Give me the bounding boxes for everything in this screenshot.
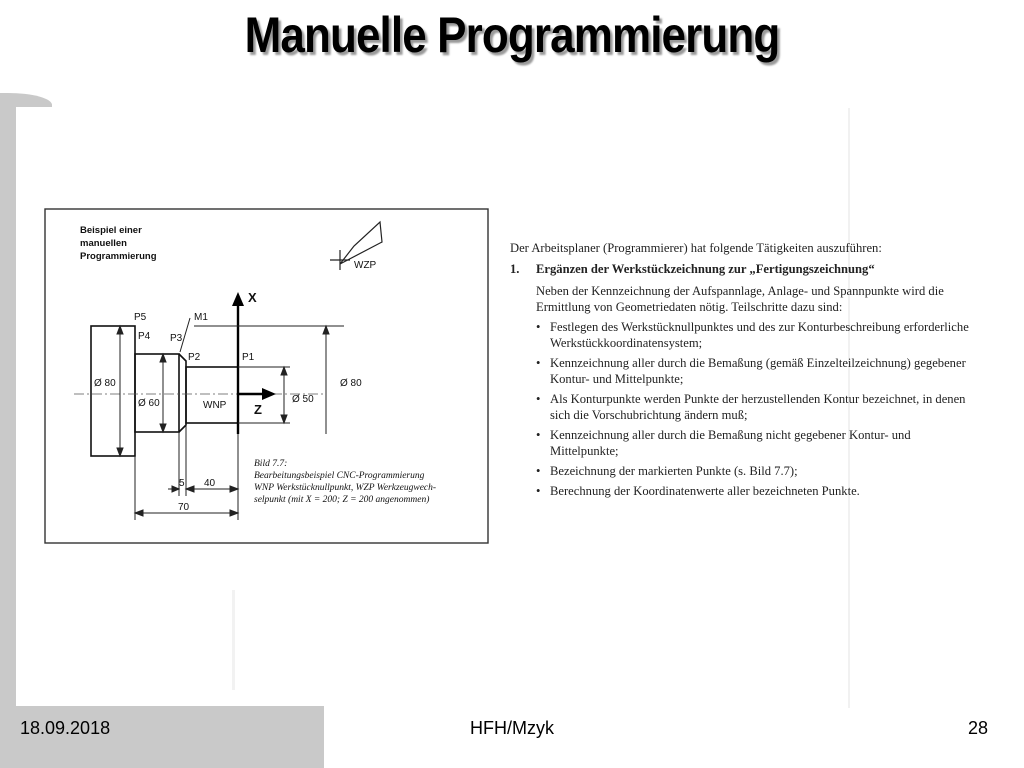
list-item: • Als Konturpunkte werden Punkte der herzustellenden Kontur bezeichnet, in denen sich die Vorschubrichtung ändern muß; [536,391,970,423]
workpiece-outline [91,326,238,456]
figure-heading-line: Programmierung [80,251,157,262]
footer-page-number: 28 [967,718,988,738]
figure-caption-line: Bearbeitungsbeispiel CNC-Programmierung [254,471,425,481]
dim-d60 [160,354,166,432]
section-body: Neben der Kennzeichnung der Aufspannlage, Anlage- und Spannpunkte wird die Ermittlung von Geometriedaten nötig. Teilschritte dazu sind: [536,284,944,314]
point-p1-label: P1 [242,352,255,363]
x-axis-arrow [232,292,244,306]
figure-heading-line: Beispiel einer [80,225,142,236]
technical-drawing [44,208,490,546]
dim-40-label: 40 [204,478,216,489]
intro-text: Der Arbeitsplaner (Programmierer) hat folgende Tätigkeiten auszuführen: [510,241,882,255]
figure-heading [80,224,157,263]
dim-70-label: 70 [178,502,190,513]
task-description [510,240,970,499]
point-p5-label: P5 [134,312,147,323]
wnp-label: WNP [203,400,227,411]
footer-date: 18.09.2018 [20,718,111,738]
slide-decoration-left-bar [0,94,16,706]
point-p3-label: P3 [170,333,183,344]
z-axis-arrow [262,388,276,400]
wzp-label: WZP [354,260,377,271]
scan-edge [232,590,235,690]
footer-author: HFH/Mzyk [470,718,554,738]
list-item: • Kennzeichnung aller durch die Bemaßung (gemäß Einzelteilzeichnung) gegebener Kontur- und Mittelpunkte; [536,355,970,387]
z-axis-label: Z [254,402,262,417]
figure-caption-line: Bild 7.7: [254,459,288,469]
figure-caption [254,458,436,506]
dim-d80-right [194,326,344,434]
slide-title: Manuelle Programmierung [244,7,780,63]
point-m1-label: M1 [194,312,208,323]
figure-heading-line: manuellen [80,238,127,249]
point-p4-label: P4 [138,331,151,342]
figure-caption-line: selpunkt (mit X = 200; Z = 200 angenommen) [254,495,430,505]
dim-5-label: 5 [179,478,185,489]
list-item: • Kennzeichnung aller durch die Bemaßung nicht gegebener Kontur- und Mittelpunkte; [536,427,970,459]
section-heading [510,261,970,277]
section-number: 1. [510,262,520,276]
dim-d80-left-label: Ø 80 [94,378,116,389]
point-p2-label: P2 [188,352,201,363]
dim-d50-label: Ø 50 [292,394,314,405]
section-heading-text: Ergänzen der Werkstückzeichnung zur „Fertigungszeichnung“ [536,262,875,276]
dim-d60-label: Ø 60 [138,398,160,409]
list-item: • Festlegen des Werkstücknullpunktes und des zur Konturbeschreibung erforderliche Werkstückkoordinatensystem; [536,319,970,351]
dim-d80-right-label: Ø 80 [340,378,362,389]
figure-caption-line: WNP Werkstücknullpunkt, WZP Werkzeugwech- [254,483,437,493]
x-axis-label: X [248,290,257,305]
list-item: • Bezeichnung der markierten Punkte (s. Bild 7.7); [536,463,970,479]
dim-d80-left [117,326,123,456]
list-item: • Berechnung der Koordinatenwerte aller bezeichneten Punkte. [536,483,970,499]
